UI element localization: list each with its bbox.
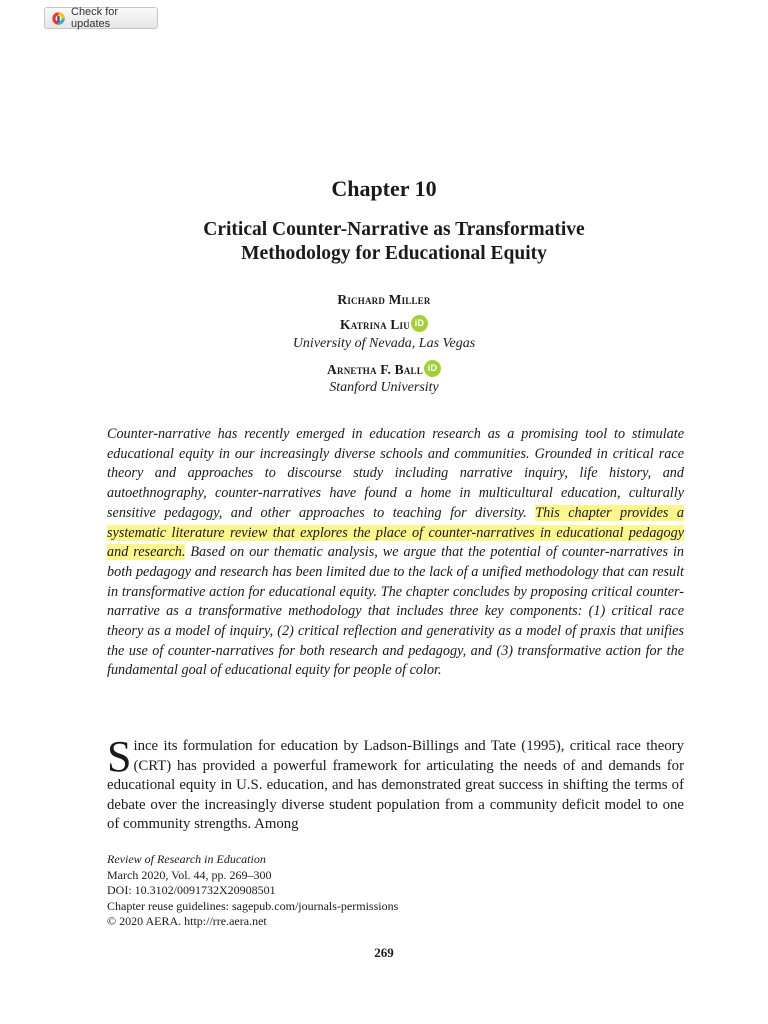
author-affiliation: University of Nevada, Las Vegas [292, 336, 476, 351]
abstract-text: Based on our thematic analysis, we argue that the potential of counter-narratives in both pedagogy and research has been limited due to the lack of a unified methodology that can result in transformative action for educational equity. The chapter concludes by proposing critical counter-narrative as a transformative methodology that includes three key components: (1) critical race theory as a model of inquiry, (2) critical reflection and generativity as a model of praxis that unifies the use of counter-narratives for both research and pedagogy, and (3) transformative action for the fundamental goal of educational equity for people of color. [107, 544, 684, 679]
issue-info: March 2020, Vol. 44, pp. 269–300 [107, 867, 272, 882]
author-name: Richard Miller [337, 292, 431, 307]
abstract-highlight: This chapter provides a systematic literature review that explores the place of counter-narratives in educational pedagogy and research. [107, 504, 684, 561]
drop-cap: S [107, 732, 132, 781]
orcid-icon[interactable]: iD [411, 315, 428, 332]
crossmark-icon [52, 12, 65, 25]
doi: DOI: 10.3102/0091732X20908501 [107, 883, 276, 898]
body-text: ince its formulation for education by Ladson-Billings and Tate (1995), critical race theory (CRT) has provided a powerful framework for articulating the needs of and demands for educational equity in U.S. education, and has demonstrated great success in shifting the terms of debate over the increasingly diverse student population from a community deficit model to one of community strengths. Among [107, 738, 684, 833]
orcid-icon[interactable]: iD [424, 360, 441, 377]
author-name: Arnetha F. Ball [327, 362, 423, 377]
author-name: Katrina Liu [340, 317, 410, 332]
chapter-title [130, 218, 658, 266]
article-footer [107, 852, 684, 930]
page-number: 269 [374, 945, 394, 960]
author [0, 360, 768, 378]
chapter-title-line: Critical Counter-Narrative as Transformative [203, 219, 585, 240]
author-affiliation: Stanford University [329, 380, 439, 395]
abstract-text: Counter-narrative has recently emerged in education research as a promising tool to stimulate educational equity in our increasingly diverse schools and communities. Grounded in critical race theory and approaches to discourse study including narrative inquiry, life history, and autoethnography, counter-narratives have found a home in multicultural education, culturally sensitive pedagogy, and other approaches to teaching for diversity. [107, 426, 684, 521]
chapter-title-line: Methodology for Educational Equity [241, 243, 547, 264]
copyright: © 2020 AERA. http://rre.aera.net [107, 914, 267, 929]
journal-name: Review of Research in Education [107, 852, 266, 866]
abstract [107, 425, 684, 681]
author [0, 315, 768, 333]
reuse-guidelines: Chapter reuse guidelines: sagepub.com/journals-permissions [107, 898, 399, 913]
body-paragraph [107, 732, 684, 835]
check-for-updates-label: Check for updates [71, 6, 119, 30]
check-for-updates-button[interactable] [44, 7, 158, 29]
chapter-number: Chapter 10 [331, 176, 437, 201]
